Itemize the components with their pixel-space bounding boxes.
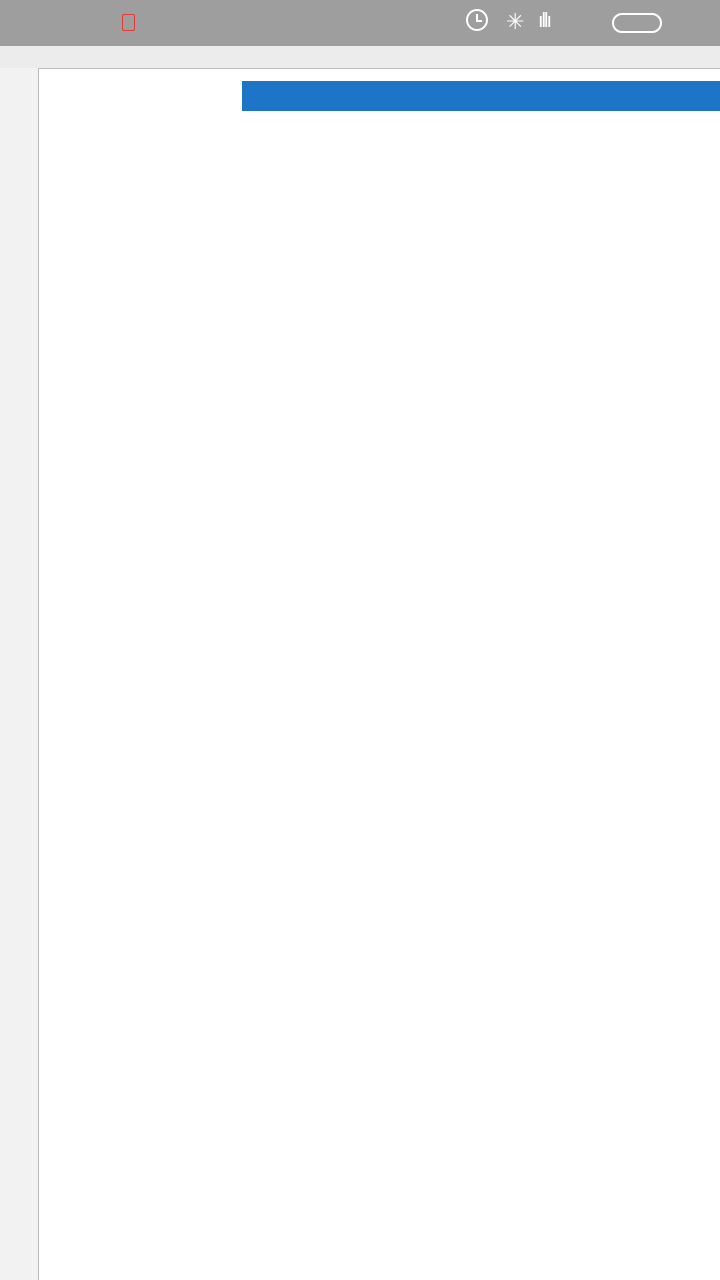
column-header-bar [0,46,720,69]
status-bar [0,0,720,46]
sim-icon [122,14,135,31]
alarm-icon [466,9,488,31]
header-banner[interactable] [242,81,720,111]
signal-icon: ıllı [538,10,550,32]
battery-icon [612,13,662,33]
row-number-gutter [0,68,39,1280]
bluetooth-icon: ✳ [506,9,525,34]
logo [40,70,74,110]
